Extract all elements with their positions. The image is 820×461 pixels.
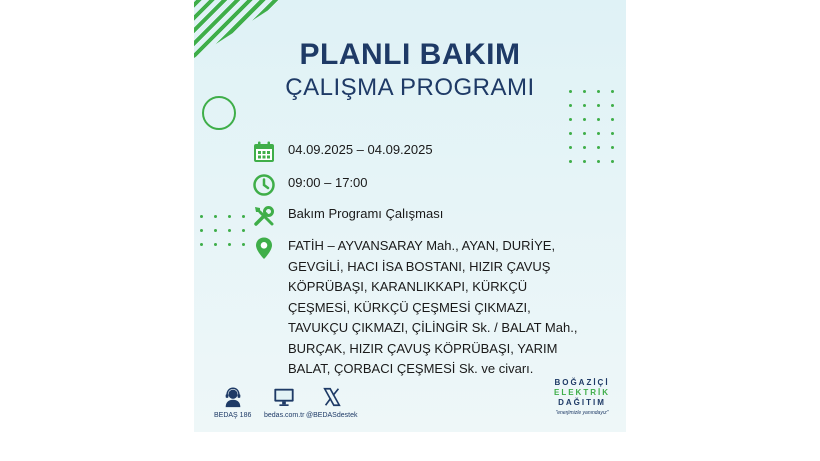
work-type-text: Bakım Programı Çalışması [288, 206, 444, 221]
clock-icon [252, 173, 276, 197]
page-subtitle: ÇALIŞMA PROGRAMI [285, 74, 535, 101]
tools-icon [252, 204, 276, 228]
decorative-dots-left [200, 215, 245, 246]
monitor-icon [273, 386, 295, 408]
work-type-row [252, 204, 443, 228]
footer-web-label[interactable]: bedas.com.tr [264, 412, 305, 419]
brand-line-3: DAĞITIM [558, 398, 606, 407]
date-text: 04.09.2025 – 04.09.2025 [288, 142, 433, 157]
footer-social[interactable] [306, 386, 357, 419]
location-row [252, 236, 588, 380]
page-title: PLANLI BAKIM [299, 38, 521, 71]
brand-logo [552, 378, 612, 418]
footer-web[interactable] [264, 386, 304, 419]
footer-phone-label: BEDAŞ 186 [214, 412, 252, 419]
footer-phone [214, 386, 251, 419]
brand-slogan: "enerjimizle yanındayız" [555, 410, 609, 416]
x-logo-icon [321, 386, 343, 408]
brand-line-2: ELEKTRİK [554, 388, 610, 397]
brand-line-1: BOĞAZİÇİ [554, 378, 610, 387]
date-row [252, 140, 433, 164]
time-row [252, 173, 368, 197]
location-pin-icon [252, 236, 276, 260]
headset-icon [222, 386, 244, 408]
announcement-card [194, 0, 626, 432]
calendar-icon [252, 140, 276, 164]
location-text: FATİH – AYVANSARAY Mah., AYAN, DURİYE, GEVGİLİ, HACI İSA BOSTANI, HIZIR ÇAVUŞ KÖPRÜBAŞI, KARANLIKKAPI, KÜRKÇÜ ÇEŞMESİ, KÜRKÇÜ ÇEŞMESİ ÇIKMAZI, TAVUKÇU ÇIKMAZI, ÇİLİNGİR Sk. / BALAT Mah., BURÇAK, HIZIR ÇAVUŞ KÖPRÜBAŞI, YARIM BALAT, ÇORBACI ÇEŞMESİ Sk. ve civarı. [288, 238, 578, 376]
time-text: 09:00 – 17:00 [288, 175, 368, 190]
footer-social-label[interactable]: @BEDASdestek [306, 412, 358, 419]
